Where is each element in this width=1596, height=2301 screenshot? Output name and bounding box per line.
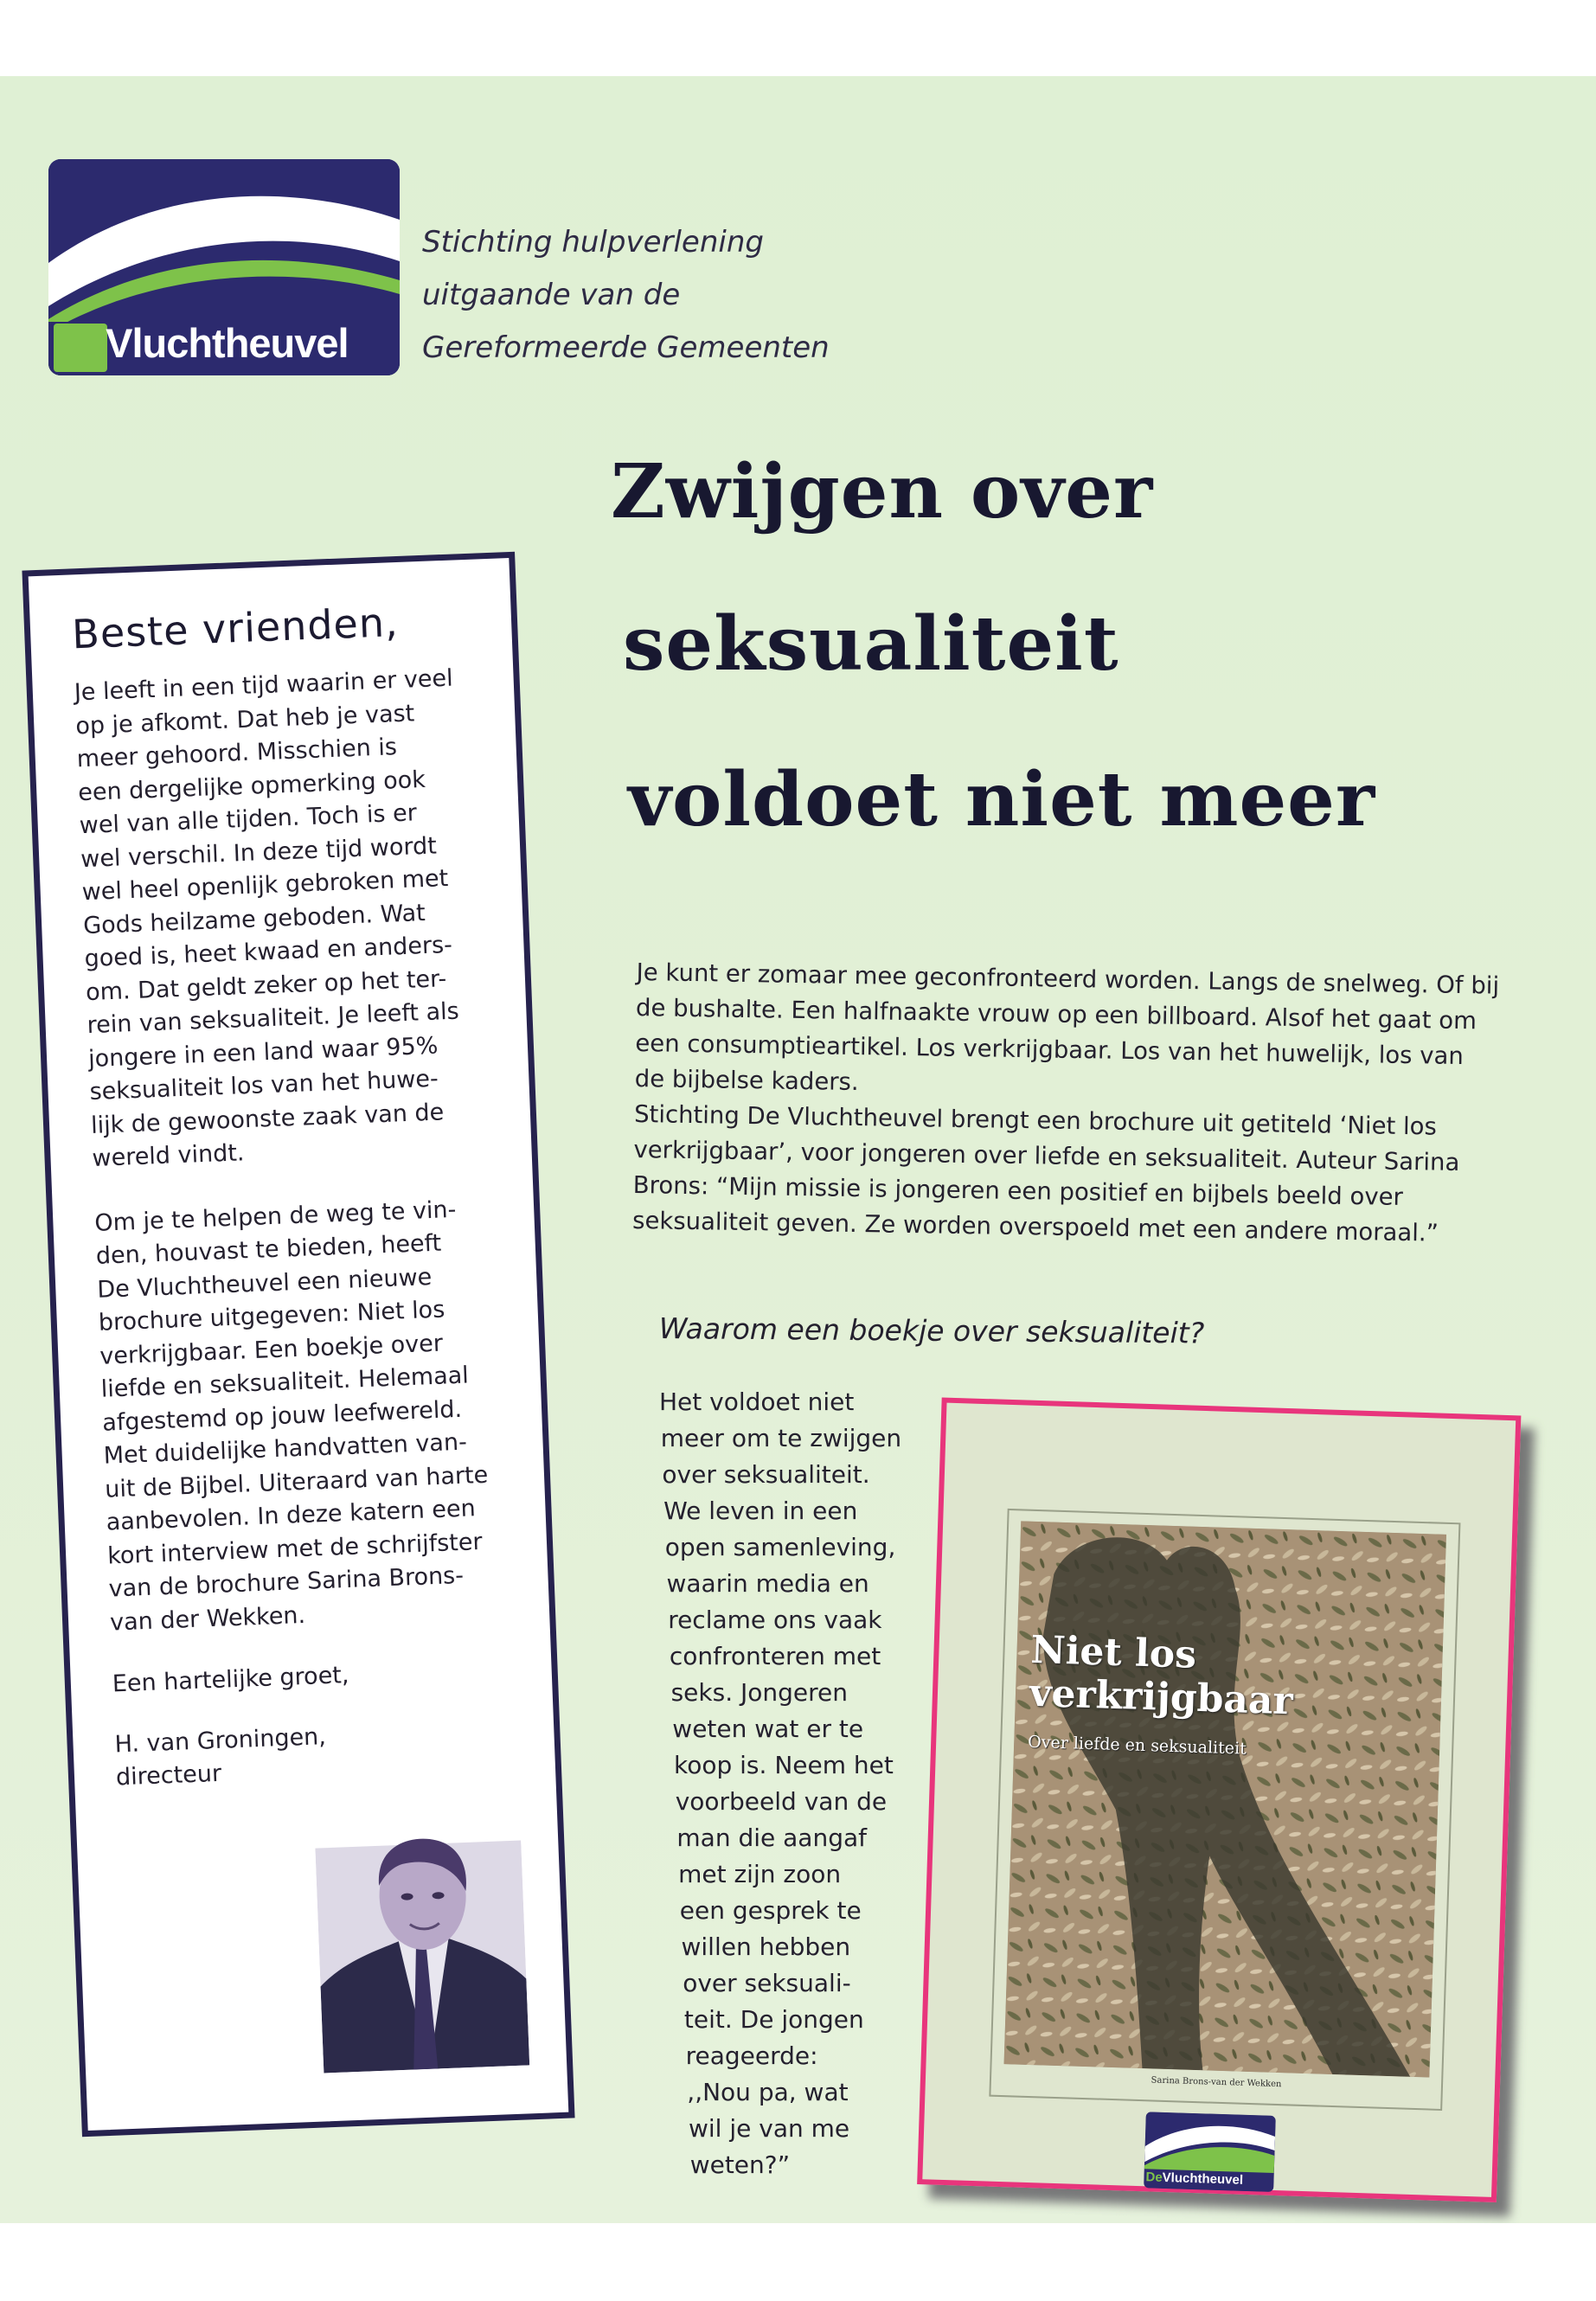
brochure-title bbox=[1029, 1629, 1295, 1724]
text-line: De Vluchtheuvel een nieuwe bbox=[96, 1263, 433, 1304]
intro-paragraph: Je kunt er zomaar mee geconfronteerd worden. Langs de snelweg. Of bij de bushalte. Een halfnaakte vrouw op een billboard. Alsof het gaat om een consumptieartikel. Los verkrijgbaar. Los van het huwelijk, los van de bijbelse kaders. bbox=[634, 958, 1500, 1097]
vluchtheuvel-logo bbox=[48, 159, 400, 375]
text-line: We leven in een bbox=[663, 1497, 858, 1525]
signer-name: H. van Groningen, bbox=[114, 1723, 327, 1759]
text-line: open samenleving, bbox=[664, 1533, 896, 1561]
brochure-logo-prefix: De bbox=[1145, 2170, 1163, 2185]
letter-paragraph bbox=[74, 661, 508, 1176]
text-line: Met duidelijke handvatten van- bbox=[103, 1428, 468, 1470]
logo-prefix: De bbox=[55, 320, 106, 366]
text-line: ,,Nou pa, wat bbox=[687, 2078, 849, 2106]
text-line: van der Wekken. bbox=[109, 1601, 306, 1637]
text-line: seksualiteit los van het huwe- bbox=[89, 1065, 439, 1106]
text-line: willen hebben bbox=[681, 1932, 851, 1961]
text-line: wereld vindt. bbox=[91, 1139, 245, 1172]
text-line: afgestemd op jouw leefwereld. bbox=[101, 1395, 463, 1437]
intro-paragraph: Stichting De Vluchtheuvel brengt een brochure uit getiteld ‘Niet los verkrijgbaar’, voor jongeren over liefde en seksualiteit. Auteur Sarina Brons: “Mijn missie is jongeren een positief en bijbels beeld over seksualiteit geven. Ze worden overspoeld met een andere moraal.” bbox=[631, 1099, 1460, 1247]
tagline-line: uitgaande van de bbox=[422, 278, 681, 312]
signer-title: directeur bbox=[115, 1759, 222, 1791]
text-line: reclame ons vaak bbox=[668, 1606, 882, 1634]
text-line: wel verschil. In deze tijd wordt bbox=[80, 831, 438, 873]
text-line: Je leeft in een tijd waarin er veel bbox=[74, 664, 454, 707]
brochure-title-line: verkrijgbaar bbox=[1029, 1670, 1294, 1724]
text-line: Om je te helpen de weg te vin- bbox=[93, 1195, 457, 1237]
text-line: wel heel openlijk gebroken met bbox=[81, 864, 449, 907]
brochure-logo-name: Vluchtheuvel bbox=[1162, 2170, 1244, 2188]
text-line: jongere in een land waar 95% bbox=[87, 1032, 439, 1073]
text-line: waarin media en bbox=[666, 1569, 869, 1598]
text-line: seks. Jongeren bbox=[670, 1678, 849, 1707]
director-portrait bbox=[314, 1806, 529, 2073]
brochure-author: Sarina Brons-van der Wekken bbox=[1151, 2075, 1282, 2090]
text-line: wil je van me bbox=[689, 2114, 850, 2143]
text-line: aanbevolen. In deze katern een bbox=[106, 1495, 477, 1536]
text-line: liefde en seksualiteit. Helemaal bbox=[100, 1362, 470, 1403]
brochure-subtitle: Over liefde en seksualiteit bbox=[1027, 1732, 1247, 1759]
text-line: om. Dat geldt zeker op het ter- bbox=[85, 965, 447, 1006]
text-line: confronteren met bbox=[669, 1642, 881, 1670]
letter-box bbox=[22, 552, 574, 2138]
text-line: op je afkomt. Dat heb je vast bbox=[74, 699, 415, 740]
text-line: meer om te zwijgen bbox=[660, 1424, 902, 1452]
text-line: man die aangaf bbox=[676, 1823, 868, 1852]
brochure-title-line: Niet los bbox=[1029, 1627, 1197, 1677]
magazine-page bbox=[0, 76, 1596, 2223]
text-line: een dergelijke opmerking ook bbox=[77, 766, 426, 806]
text-line: Gods heilzame geboden. Wat bbox=[82, 899, 426, 939]
text-line: koop is. Neem het bbox=[674, 1751, 894, 1779]
logo-name: Vluchtheuvel bbox=[106, 320, 349, 366]
letter-paragraph bbox=[94, 1191, 526, 1640]
text-line: een gesprek te bbox=[679, 1896, 862, 1925]
logo-wordmark bbox=[55, 317, 349, 370]
organization-tagline bbox=[422, 216, 855, 375]
text-line: voorbeeld van de bbox=[675, 1787, 888, 1816]
brochure-image bbox=[917, 1397, 1535, 2216]
headline-line: seksualiteit bbox=[623, 600, 1119, 688]
text-line: verkrijgbaar. Een boekje over bbox=[99, 1330, 444, 1370]
brochure-cover bbox=[917, 1397, 1521, 2202]
text-line: uit de Bijbel. Uiteraard van harte bbox=[104, 1461, 489, 1503]
text-line: over seksuali- bbox=[683, 1969, 851, 1997]
article-body-column bbox=[659, 1384, 919, 2183]
text-line: lijk de gewoonste zaak van de bbox=[90, 1098, 445, 1139]
text-line: den, houvast te bieden, heeft bbox=[95, 1229, 442, 1270]
headline-line: Zwijgen over bbox=[611, 448, 1154, 535]
article-subhead: Waarom een boekje over seksualiteit? bbox=[658, 1311, 1205, 1350]
brochure-photo bbox=[1004, 1521, 1446, 2077]
text-line: weten wat er te bbox=[672, 1715, 864, 1743]
text-line: teit. De jongen bbox=[683, 2005, 864, 2034]
text-line: meer gehoord. Misschien is bbox=[76, 734, 398, 773]
text-line: met zijn zoon bbox=[678, 1860, 842, 1888]
text-line: over seksualiteit. bbox=[662, 1460, 870, 1489]
letter-title: Beste vrienden, bbox=[71, 598, 400, 658]
article-intro bbox=[632, 955, 1502, 1253]
tagline-line: Gereformeerde Gemeenten bbox=[422, 330, 830, 365]
headline-line: voldoet niet meer bbox=[628, 756, 1376, 843]
text-line: weten?” bbox=[689, 2150, 791, 2179]
text-line: goed is, heet kwaad en anders- bbox=[84, 931, 453, 973]
text-line: brochure uitgegeven: Niet los bbox=[98, 1296, 445, 1336]
letter-signoff: Een hartelijke groet, bbox=[112, 1662, 349, 1698]
text-line: reageerde: bbox=[685, 2041, 818, 2070]
brochure-logo bbox=[1144, 2112, 1276, 2192]
text-line: kort interview met de schrijfster bbox=[106, 1528, 484, 1570]
text-line: van de brochure Sarina Brons- bbox=[108, 1561, 465, 1603]
tagline-line: Stichting hulpverlening bbox=[422, 225, 764, 260]
text-line: rein van seksualiteit. Je leeft als bbox=[87, 997, 460, 1040]
text-line: wel van alle tijden. Toch is er bbox=[79, 799, 418, 840]
text-line: Het voldoet niet bbox=[659, 1388, 855, 1416]
